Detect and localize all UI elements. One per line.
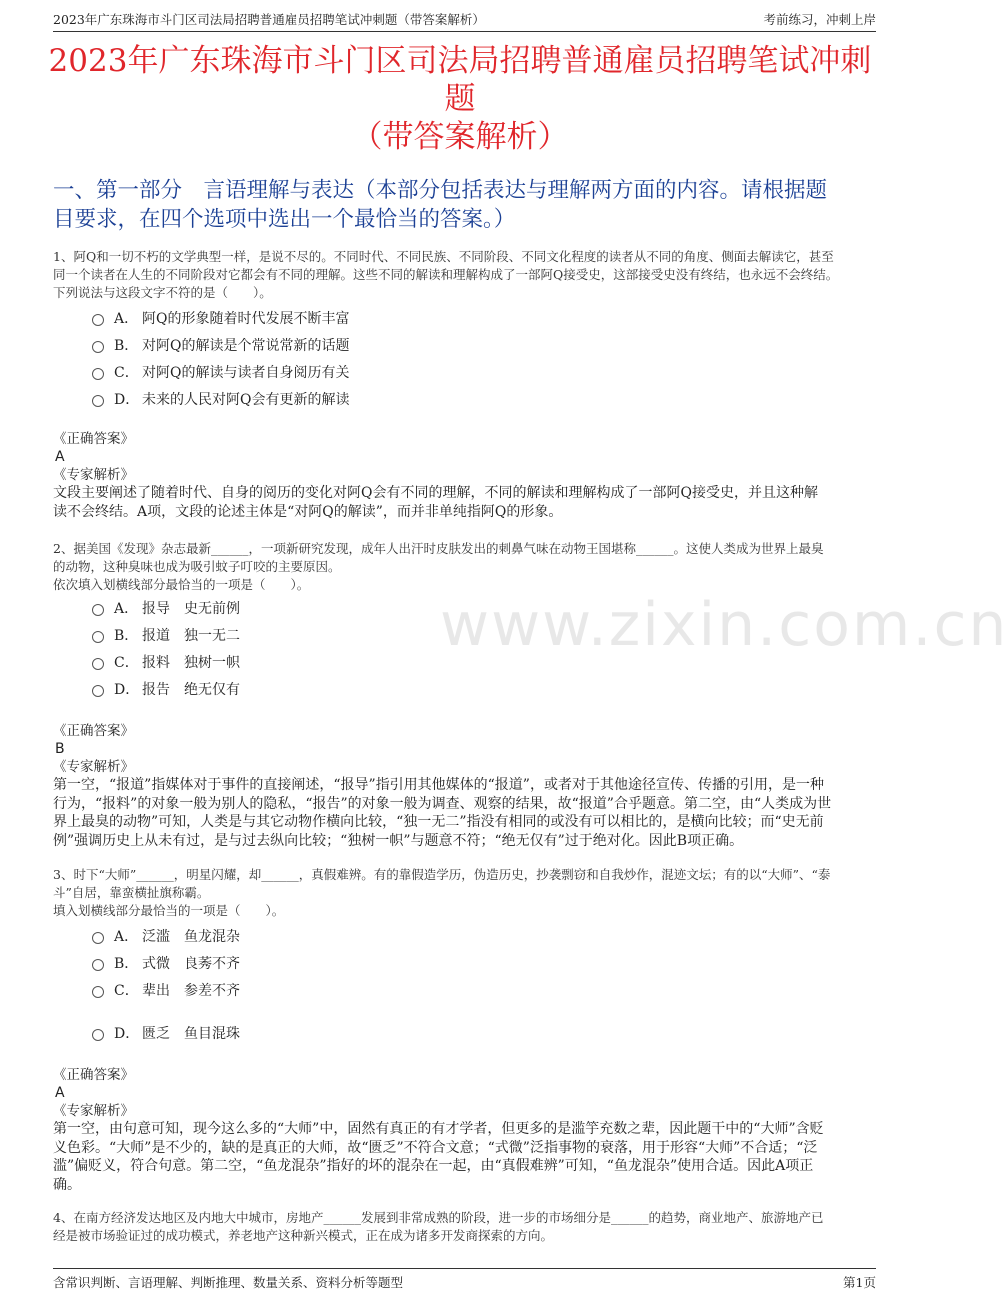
header-slogan: 考前练习，冲刺上岸 (763, 12, 876, 27)
option-letter: B． (114, 338, 139, 354)
analysis-line: 第一空，“报道”指媒体对于事件的直接阐述，“报导”指引用其他媒体的“报道”，或者对于其他途径宣传、传播的引用，是一种 (53, 777, 824, 793)
option-b[interactable] (92, 335, 492, 355)
option-text: 未来的人民对阿Q会有更新的解读 (142, 392, 350, 408)
answer-label: 《正确答案》 (53, 723, 134, 739)
title-line-1: 2023年广东珠海市斗门区司法局招聘普通雇员招聘笔试冲刺题 (48, 43, 872, 117)
stem-line: 斗”自居，靠蛮横扯旗称霸。 (53, 885, 210, 900)
option-letter: C． (114, 983, 139, 999)
analysis-label: 《专家解析》 (53, 467, 134, 483)
answer-value: B (55, 741, 65, 757)
stem-line: 填入划横线部分最恰当的一项是（ ）。 (53, 903, 285, 918)
option-letter: A． (114, 311, 139, 327)
option-b[interactable] (92, 953, 492, 973)
option-letter: D． (114, 682, 140, 698)
option-text: 报告 绝无仅有 (142, 682, 240, 698)
option-text: 报导 史无前例 (142, 601, 240, 617)
option-text: 匮乏 鱼目混珠 (142, 1026, 240, 1042)
document-title (40, 42, 880, 156)
analysis-line: 文段主要阐述了随着时代、自身的阅历的变化对阿Q会有不同的理解，不同的解读和理解构成了一部阿Q接受史，并且这种解 (53, 485, 818, 501)
option-text: 对阿Q的解读与读者自身阅历有关 (142, 365, 350, 381)
option-text: 报道 独一无二 (142, 628, 240, 644)
option-letter: A． (114, 929, 139, 945)
header-title: 2023年广东珠海市斗门区司法局招聘普通雇员招聘笔试冲刺题（带答案解析） (53, 12, 485, 27)
question-3-answer (53, 1066, 876, 1194)
answer-label: 《正确答案》 (53, 431, 134, 447)
footer-note: 含常识判断、言语理解、判断推理、数量关系、资料分析等题型 (53, 1275, 404, 1290)
radio-icon[interactable] (92, 631, 104, 643)
question-3-stem (53, 866, 876, 920)
radio-icon[interactable] (92, 658, 104, 670)
answer-value: A (55, 449, 65, 465)
option-letter: C． (114, 655, 139, 671)
answer-label: 《正确答案》 (53, 1067, 134, 1083)
option-text: 对阿Q的解读是个常说常新的话题 (142, 338, 350, 354)
question-1-answer (53, 430, 876, 521)
stem-line: 3、时下“大师”______，明星闪耀，却______，真假难辨。有的靠假造学历，伪造历史，抄袭剽窃和自我炒作，混迹文坛；有的以“大师”、“泰 (53, 867, 831, 882)
analysis-line: 滥”偏贬义，符合句意。第二空，“鱼龙混杂”指好的坏的混杂在一起，由“真假难辨”可知，“鱼龙混杂”使用合适。因此A项正 (53, 1158, 814, 1174)
analysis-label: 《专家解析》 (53, 759, 134, 775)
radio-icon[interactable] (92, 604, 104, 616)
option-a[interactable] (92, 308, 492, 328)
radio-icon[interactable] (92, 959, 104, 971)
analysis-line: 行为，“报料”的对象一般为别人的隐私，“报告”的对象一般为调查、观察的结果，故“报道”合乎题意。第二空，由“人类成为世 (53, 795, 832, 812)
analysis-line: 读不会终结。A项，文段的论述主体是“对阿Q的解读”，而并非单纯指阿Q的形象。 (53, 503, 563, 520)
option-d[interactable] (92, 389, 492, 409)
radio-icon[interactable] (92, 986, 104, 998)
analysis-text (53, 484, 876, 521)
stem-line: 2、据美国《发现》杂志最新______，一项新研究发现，成年人出汗时皮肤发出的刺鼻气味在动物王国堪称______。这使人类成为世界上最臭 (53, 541, 824, 556)
page-header (53, 10, 876, 32)
question-2-answer (53, 722, 876, 850)
watermark: www.zixin.com.cn (440, 590, 1008, 660)
option-c[interactable] (92, 980, 492, 1000)
option-text: 泛滥 鱼龙混杂 (142, 929, 240, 945)
option-d[interactable] (92, 1023, 492, 1043)
option-c[interactable] (92, 652, 492, 672)
stem-line: 依次填入划横线部分最恰当的一项是（ ）。 (53, 577, 310, 592)
analysis-line: 确。 (53, 1176, 81, 1193)
option-b[interactable] (92, 625, 492, 645)
section-heading (53, 176, 876, 234)
stem-line: 经是被市场验证过的成功模式，养老地产这种新兴模式，正在成为诸多开发商探索的方向。 (53, 1228, 554, 1243)
option-letter: B． (114, 628, 139, 644)
option-letter: A． (114, 601, 139, 617)
radio-icon[interactable] (92, 395, 104, 407)
option-text: 报料 独树一帜 (142, 655, 240, 671)
analysis-text (53, 1120, 876, 1194)
analysis-line: 例”强调历史上从未有过，是与过去纵向比较；“独树一帜”与题意不符；“绝无仅有”过于绝对化。因此B项正确。 (53, 832, 744, 849)
option-text: 阿Q的形象随着时代发展不断丰富 (142, 311, 350, 327)
title-line-2: （带答案解析） (351, 119, 569, 155)
option-a[interactable] (92, 598, 492, 618)
question-2-stem (53, 540, 876, 594)
answer-value: A (55, 1085, 65, 1101)
section-line-1: 一、第一部分 言语理解与表达（本部分包括表达与理解两方面的内容。请根据题 (53, 178, 828, 203)
question-1-stem (53, 248, 876, 302)
page-number: 第1页 (843, 1275, 876, 1290)
radio-icon[interactable] (92, 1029, 104, 1041)
option-letter: D． (114, 1026, 140, 1042)
analysis-label: 《专家解析》 (53, 1103, 134, 1119)
radio-icon[interactable] (92, 368, 104, 380)
radio-icon[interactable] (92, 314, 104, 326)
option-letter: B． (114, 956, 139, 972)
page-footer (53, 1268, 876, 1290)
option-text: 辈出 参差不齐 (142, 983, 240, 999)
radio-icon[interactable] (92, 932, 104, 944)
stem-line: 的动物，这种臭味也成为吸引蚊子叮咬的主要原因。 (53, 559, 341, 574)
radio-icon[interactable] (92, 341, 104, 353)
option-a[interactable] (92, 926, 492, 946)
option-letter: C． (114, 365, 139, 381)
analysis-text (53, 776, 876, 850)
option-letter: D． (114, 392, 140, 408)
analysis-line: 第一空，由句意可知，现今这么多的“大师”中，固然有真正的有才学者，但更多的是滥竽充数之辈，因此题干中的“大师”含贬 (53, 1121, 824, 1137)
stem-line: 下列说法与这段文字不符的是（ ）。 (53, 285, 272, 300)
option-d[interactable] (92, 679, 492, 699)
stem-line: 1、阿Q和一切不朽的文学典型一样，是说不尽的。不同时代、不同民族、不同阶段、不同文化程度的读者从不同的角度、侧面去解读它，甚至 (53, 249, 834, 264)
section-line-2: 目要求，在四个选项中选出一个最恰当的答案。） (53, 207, 516, 232)
question-4-stem (53, 1209, 876, 1245)
option-c[interactable] (92, 362, 492, 382)
stem-line: 同一个读者在人生的不同阶段对它都会有不同的理解。这些不同的解读和理解构成了一部阿Q接受史，这部接受史没有终结，也永远不会终结。 (53, 267, 839, 282)
option-text: 式微 良莠不齐 (142, 956, 240, 972)
analysis-line: 界上最臭的动物”可知，人类是与其它动物作横向比较，“独一无二”指没有相同的或没有可以相比的，是横向比较；而“史无前 (53, 814, 824, 830)
analysis-line: 义色彩。“大师”是不少的，缺的是真正的大师，故“匮乏”不符合文意；“式微”泛指事物的衰落，用于形容“大师”不合适；“泛 (53, 1139, 818, 1156)
stem-line: 4、在南方经济发达地区及内地大中城市，房地产______发展到非常成熟的阶段，进一步的市场细分是______的趋势，商业地产、旅游地产已 (53, 1210, 824, 1225)
radio-icon[interactable] (92, 685, 104, 697)
